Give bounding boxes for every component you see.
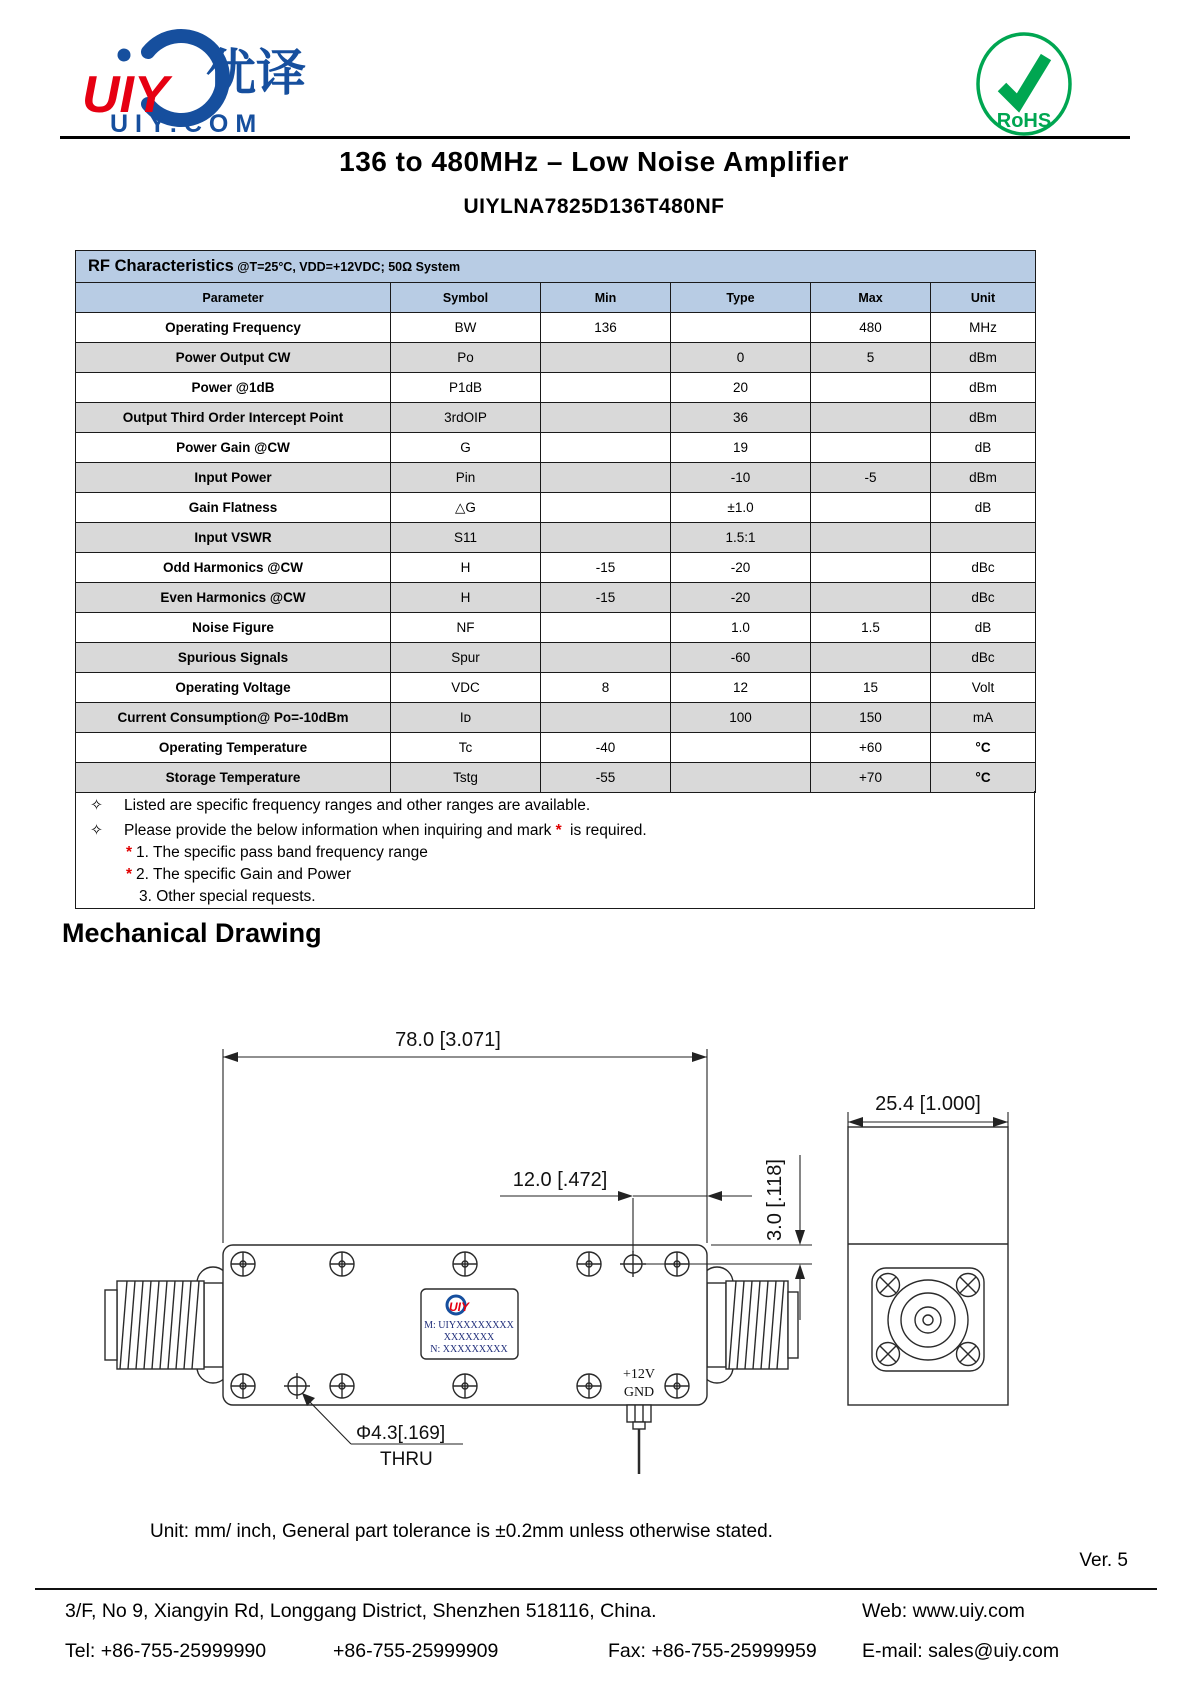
note-item-text: 2. The specific Gain and Power — [136, 866, 352, 883]
table-row — [76, 433, 1036, 463]
column-header-row — [76, 283, 1036, 313]
cell-symbol: Pin — [391, 463, 541, 493]
cell-type — [671, 763, 811, 793]
cell-min — [541, 343, 671, 373]
cell-max: -5 — [811, 463, 931, 493]
cell-unit: dBc — [931, 553, 1036, 583]
required-asterisk: * — [126, 844, 133, 861]
cell-unit: mA — [931, 703, 1036, 733]
diamond-bullet-icon: ✧ — [90, 797, 103, 814]
dim-offset-12 — [500, 1169, 752, 1252]
note-line — [90, 795, 1034, 816]
table-row — [76, 643, 1036, 673]
cell-symbol: VDC — [391, 673, 541, 703]
cell-min — [541, 373, 671, 403]
note-text: is required. — [565, 822, 647, 839]
cell-symbol: Po — [391, 343, 541, 373]
cell-max — [811, 493, 931, 523]
table-row — [76, 313, 1036, 343]
cell-max: 150 — [811, 703, 931, 733]
cell-max: +60 — [811, 733, 931, 763]
cell-unit — [931, 523, 1036, 553]
dim-offset-label: 12.0 [.472] — [512, 1169, 608, 1191]
table-row — [76, 733, 1036, 763]
col-unit: Unit — [931, 283, 1036, 313]
required-asterisk: * — [555, 822, 562, 839]
cell-symbol: S11 — [391, 523, 541, 553]
cell-type — [671, 313, 811, 343]
address-text: 3/F, No 9, Xiangyin Rd, Longgang District, Shenzhen 518116, China. — [65, 1600, 657, 1622]
cell-unit: dBm — [931, 463, 1036, 493]
screw-icon — [577, 1374, 601, 1398]
cell-symbol: NF — [391, 613, 541, 643]
cell-param: Spurious Signals — [76, 643, 391, 673]
cell-param: Operating Temperature — [76, 733, 391, 763]
mechanical-drawing-heading: Mechanical Drawing — [62, 918, 322, 948]
tolerance-note: Unit: mm/ inch, General part tolerance is ±0.2mm unless otherwise stated. — [150, 1521, 773, 1542]
cell-min: -40 — [541, 733, 671, 763]
cell-min: -15 — [541, 553, 671, 583]
plate-line2: XXXXXXX — [443, 1332, 495, 1343]
cell-type: 1.5:1 — [671, 523, 811, 553]
cell-type: 20 — [671, 373, 811, 403]
cell-param: Output Third Order Intercept Point — [76, 403, 391, 433]
cell-type: -10 — [671, 463, 811, 493]
cell-type: -60 — [671, 643, 811, 673]
end-view — [848, 1093, 1008, 1405]
cell-max: 480 — [811, 313, 931, 343]
tel-text: Tel: +86-755-25999990 — [65, 1640, 267, 1662]
col-max: Max — [811, 283, 931, 313]
cell-param: Input VSWR — [76, 523, 391, 553]
dim-hole-label: Φ4.3[.169] — [356, 1423, 446, 1444]
table-row — [76, 613, 1036, 643]
cell-max — [811, 403, 931, 433]
table-row — [76, 343, 1036, 373]
table-caption — [76, 251, 1036, 283]
cell-type: 36 — [671, 403, 811, 433]
caption-main: RF Characteristics — [88, 257, 234, 275]
table-row — [76, 763, 1036, 793]
logo-domain-text: UIY.COM — [110, 110, 264, 135]
cell-min: -15 — [541, 583, 671, 613]
cell-param: Even Harmonics @CW — [76, 583, 391, 613]
cell-unit: dBc — [931, 643, 1036, 673]
table-row — [76, 523, 1036, 553]
cell-symbol: P1dB — [391, 373, 541, 403]
cell-type: 12 — [671, 673, 811, 703]
rohs-check-icon — [1002, 57, 1046, 103]
cell-symbol: BW — [391, 313, 541, 343]
cell-unit: dBm — [931, 343, 1036, 373]
screw-icon — [577, 1252, 601, 1276]
cell-type: 0 — [671, 343, 811, 373]
note-item-text: 3. Other special requests. — [139, 888, 316, 905]
cell-max: +70 — [811, 763, 931, 793]
fax-text: Fax: +86-755-25999959 — [608, 1640, 817, 1662]
mechanical-drawing — [0, 1000, 1188, 1490]
cell-unit: dB — [931, 433, 1036, 463]
logo-chinese-text: 优译 — [206, 45, 306, 101]
cell-max — [811, 583, 931, 613]
note-item — [139, 886, 1034, 907]
cell-min — [541, 613, 671, 643]
cell-min — [541, 463, 671, 493]
table-row — [76, 403, 1036, 433]
footer-rule — [35, 1588, 1157, 1590]
cell-max — [811, 523, 931, 553]
note-text: Listed are specific frequency ranges and other ranges are available. — [124, 797, 591, 814]
cell-unit: dB — [931, 613, 1036, 643]
cell-param: Current Consumption@ Po=-10dBm — [76, 703, 391, 733]
note-line — [90, 820, 1034, 841]
dim-width-78 — [223, 1029, 707, 1243]
label-plate — [421, 1289, 518, 1359]
web-link: Web: www.uiy.com — [862, 1600, 1025, 1622]
model-number: UIYLNA7825D136T480NF — [463, 195, 725, 218]
cell-type: -20 — [671, 553, 811, 583]
required-asterisk: * — [126, 866, 133, 883]
left-coax-connector — [105, 1267, 229, 1383]
logo-uiy-text: UIY — [82, 66, 169, 124]
tel2-text: +86-755-25999909 — [333, 1640, 499, 1662]
caption-conditions: @T=25°C, VDD=+12VDC; 50Ω System — [233, 260, 461, 274]
cell-max — [811, 373, 931, 403]
dim-width-label: 78.0 [3.071] — [395, 1029, 501, 1051]
cell-param: Noise Figure — [76, 613, 391, 643]
plate-line3: N: XXXXXXXXX — [430, 1344, 508, 1355]
cell-max: 5 — [811, 343, 931, 373]
cell-type: 100 — [671, 703, 811, 733]
cell-type: -20 — [671, 583, 811, 613]
cell-param: Operating Voltage — [76, 673, 391, 703]
screw-icon — [453, 1252, 477, 1276]
cell-min: 136 — [541, 313, 671, 343]
cell-max — [811, 433, 931, 463]
screw-icon — [330, 1252, 354, 1276]
cell-symbol: H — [391, 553, 541, 583]
cell-symbol: Iᴅ — [391, 703, 541, 733]
cell-type: ±1.0 — [671, 493, 811, 523]
cell-symbol: G — [391, 433, 541, 463]
col-min: Min — [541, 283, 671, 313]
header-rule — [60, 136, 1130, 139]
table-row — [76, 373, 1036, 403]
cell-max — [811, 553, 931, 583]
cell-param: Storage Temperature — [76, 763, 391, 793]
dim-height-label: 3.0 [.118] — [764, 1159, 786, 1241]
rf-characteristics-table — [75, 250, 1036, 793]
col-parameter: Parameter — [76, 283, 391, 313]
screw-icon — [330, 1374, 354, 1398]
cell-param: Odd Harmonics @CW — [76, 553, 391, 583]
table-row — [76, 493, 1036, 523]
dim-side-25 — [848, 1093, 1008, 1127]
cell-min — [541, 523, 671, 553]
logo-dot-icon — [118, 49, 131, 62]
table-row — [76, 703, 1036, 733]
cell-min — [541, 403, 671, 433]
cell-min: 8 — [541, 673, 671, 703]
cell-param: Power Output CW — [76, 343, 391, 373]
cell-type: 19 — [671, 433, 811, 463]
cell-symbol: △G — [391, 493, 541, 523]
cell-param: Gain Flatness — [76, 493, 391, 523]
table-notes — [75, 791, 1035, 909]
cell-symbol: Tc — [391, 733, 541, 763]
note-item — [126, 864, 1034, 885]
right-coax-connector — [701, 1267, 798, 1383]
cell-param: Operating Frequency — [76, 313, 391, 343]
cell-min — [541, 493, 671, 523]
cell-min — [541, 643, 671, 673]
cell-param: Input Power — [76, 463, 391, 493]
cell-max: 1.5 — [811, 613, 931, 643]
cell-type: 1.0 — [671, 613, 811, 643]
dim-hole-thru-label: THRU — [380, 1449, 433, 1470]
note-item — [126, 842, 1034, 863]
cell-unit: dBc — [931, 583, 1036, 613]
table-row — [76, 463, 1036, 493]
note-item-text: 1. The specific pass band frequency range — [136, 844, 428, 861]
cell-symbol: Tstg — [391, 763, 541, 793]
cell-unit: dBm — [931, 373, 1036, 403]
cell-unit: MHz — [931, 313, 1036, 343]
rohs-label: RoHS — [996, 110, 1052, 132]
cell-param: Power @1dB — [76, 373, 391, 403]
dim-side-label: 25.4 [1.000] — [875, 1093, 981, 1115]
screw-icon — [453, 1374, 477, 1398]
page-title: 136 to 480MHz – Low Noise Amplifier — [339, 146, 849, 177]
cell-param: Power Gain @CW — [76, 433, 391, 463]
cell-max: 15 — [811, 673, 931, 703]
plate-line1: M: UIYXXXXXXXX — [424, 1320, 514, 1331]
rohs-badge — [972, 30, 1076, 138]
diamond-bullet-icon: ✧ — [90, 822, 103, 839]
cell-min — [541, 703, 671, 733]
cell-unit: dBm — [931, 403, 1036, 433]
screw-icon — [231, 1374, 255, 1398]
cell-unit: °C — [931, 763, 1036, 793]
version-label: Ver. 5 — [1079, 1550, 1128, 1571]
table-row — [76, 673, 1036, 703]
table-row — [76, 583, 1036, 613]
pin-plus12v-label: +12V — [622, 1367, 656, 1382]
col-type: Type — [671, 283, 811, 313]
cell-min: -55 — [541, 763, 671, 793]
note-text: Please provide the below information when inquiring and mark — [124, 822, 556, 839]
screw-icon — [665, 1374, 689, 1398]
cell-symbol: Spur — [391, 643, 541, 673]
cell-max — [811, 643, 931, 673]
plate-logo-text: UIY — [449, 1300, 470, 1314]
cell-type — [671, 733, 811, 763]
cell-symbol: 3rdOIP — [391, 403, 541, 433]
email-link: E-mail: sales@uiy.com — [862, 1640, 1060, 1662]
cell-unit: Volt — [931, 673, 1036, 703]
cell-unit: °C — [931, 733, 1036, 763]
table-row — [76, 553, 1036, 583]
cell-min — [541, 433, 671, 463]
pin-gnd-label: GND — [623, 1385, 655, 1400]
cell-unit: dB — [931, 493, 1036, 523]
cell-symbol: H — [391, 583, 541, 613]
table-caption-row — [76, 251, 1036, 283]
uiy-logo — [58, 20, 388, 135]
screw-icon — [231, 1252, 255, 1276]
col-symbol: Symbol — [391, 283, 541, 313]
